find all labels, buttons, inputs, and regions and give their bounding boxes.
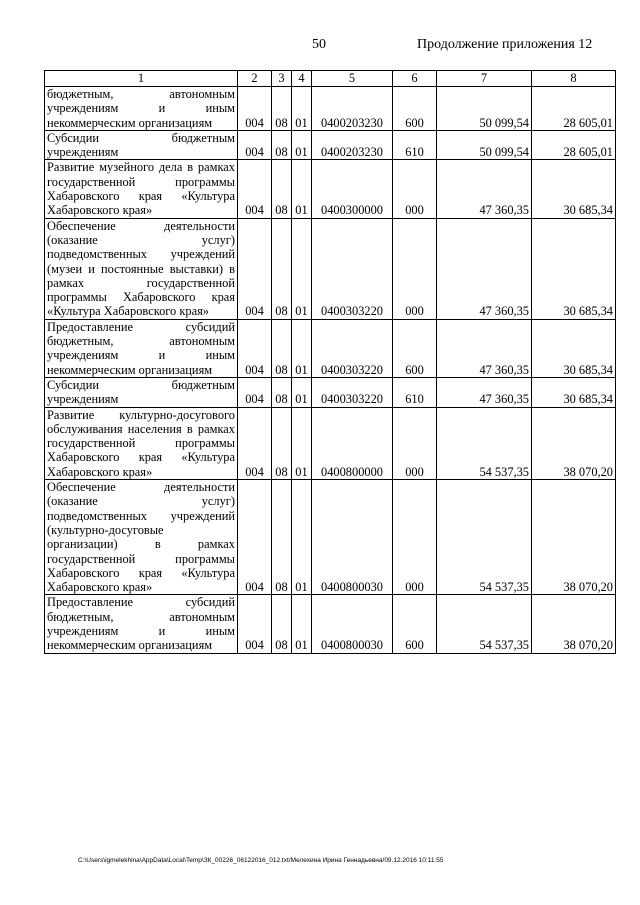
section-code: 08 bbox=[272, 160, 292, 218]
expense-type-code: 610 bbox=[393, 130, 437, 160]
amount-executed: 38 070,20 bbox=[532, 480, 616, 595]
continuation-note: Продолжение приложения 12 bbox=[417, 37, 593, 52]
file-path-footer: C:\Users\igmelekhina\AppData\Local\Temp\ЗК_00226_06122016_012.txt/Мелехина Ирина Геннадьевна/09.12.2016 10:11:55 bbox=[78, 857, 444, 864]
column-header: 6 bbox=[393, 71, 437, 87]
column-header: 7 bbox=[437, 71, 532, 87]
amount-executed: 38 070,20 bbox=[532, 595, 616, 653]
budget-table bbox=[44, 70, 616, 654]
table-row bbox=[45, 160, 616, 218]
row-name: Обеспечение деятельности (оказание услуг) подведомственных учреждений (культурно-досуговые организации) в рамках государственной программы Хабаровского края «Культура Хабаровского края» bbox=[45, 480, 238, 595]
row-name: Субсидии бюджетным учреждениям bbox=[45, 377, 238, 407]
column-header: 8 bbox=[532, 71, 616, 87]
target-item-code: 0400300000 bbox=[312, 160, 393, 218]
column-header: 4 bbox=[292, 71, 312, 87]
subsection-code: 01 bbox=[292, 480, 312, 595]
subsection-code: 01 bbox=[292, 377, 312, 407]
target-item-code: 0400303220 bbox=[312, 377, 393, 407]
column-header: 5 bbox=[312, 71, 393, 87]
row-name: Предоставление субсидий бюджетным, автономным учреждениям и иным некоммерческим организациям bbox=[45, 319, 238, 377]
row-name: Развитие культурно-досугового обслуживания населения в рамках государственной программы Хабаровского края «Культура Хабаровского края» bbox=[45, 407, 238, 479]
expense-type-code: 600 bbox=[393, 319, 437, 377]
column-header: 1 bbox=[45, 71, 238, 87]
row-name: Обеспечение деятельности (оказание услуг) подведомственных учреждений (музеи и постоянные выставки) в рамках государственной программы Хабаровского края «Культура Хабаровского края» bbox=[45, 218, 238, 319]
target-item-code: 0400303220 bbox=[312, 218, 393, 319]
ministry-code: 004 bbox=[238, 480, 272, 595]
table-header-row bbox=[45, 71, 616, 87]
amount-planned: 54 537,35 bbox=[437, 480, 532, 595]
subsection-code: 01 bbox=[292, 319, 312, 377]
ministry-code: 004 bbox=[238, 377, 272, 407]
table-row bbox=[45, 407, 616, 479]
target-item-code: 0400800030 bbox=[312, 595, 393, 653]
amount-planned: 47 360,35 bbox=[437, 218, 532, 319]
subsection-code: 01 bbox=[292, 130, 312, 160]
ministry-code: 004 bbox=[238, 319, 272, 377]
amount-executed: 30 685,34 bbox=[532, 160, 616, 218]
amount-planned: 54 537,35 bbox=[437, 407, 532, 479]
amount-planned: 47 360,35 bbox=[437, 319, 532, 377]
ministry-code: 004 bbox=[238, 595, 272, 653]
row-name: Субсидии бюджетным учреждениям bbox=[45, 130, 238, 160]
amount-executed: 28 605,01 bbox=[532, 130, 616, 160]
expense-type-code: 000 bbox=[393, 160, 437, 218]
section-code: 08 bbox=[272, 595, 292, 653]
amount-executed: 28 605,01 bbox=[532, 87, 616, 131]
expense-type-code: 000 bbox=[393, 480, 437, 595]
amount-executed: 30 685,34 bbox=[532, 319, 616, 377]
amount-planned: 47 360,35 bbox=[437, 160, 532, 218]
table-row bbox=[45, 319, 616, 377]
row-name: бюджетным, автономным учреждениям и иным некоммерческим организациям bbox=[45, 87, 238, 131]
amount-executed: 38 070,20 bbox=[532, 407, 616, 479]
amount-planned: 50 099,54 bbox=[437, 87, 532, 131]
amount-executed: 30 685,34 bbox=[532, 218, 616, 319]
ministry-code: 004 bbox=[238, 87, 272, 131]
subsection-code: 01 bbox=[292, 218, 312, 319]
target-item-code: 0400203230 bbox=[312, 130, 393, 160]
expense-type-code: 000 bbox=[393, 218, 437, 319]
target-item-code: 0400303220 bbox=[312, 319, 393, 377]
column-header: 3 bbox=[272, 71, 292, 87]
expense-type-code: 610 bbox=[393, 377, 437, 407]
table-row bbox=[45, 87, 616, 131]
target-item-code: 0400800030 bbox=[312, 480, 393, 595]
target-item-code: 0400800000 bbox=[312, 407, 393, 479]
amount-planned: 50 099,54 bbox=[437, 130, 532, 160]
subsection-code: 01 bbox=[292, 595, 312, 653]
ministry-code: 004 bbox=[238, 407, 272, 479]
row-name: Развитие музейного дела в рамках государственной программы Хабаровского края «Культура Хабаровского края» bbox=[45, 160, 238, 218]
ministry-code: 004 bbox=[238, 218, 272, 319]
subsection-code: 01 bbox=[292, 87, 312, 131]
ministry-code: 004 bbox=[238, 130, 272, 160]
amount-planned: 47 360,35 bbox=[437, 377, 532, 407]
table-row bbox=[45, 130, 616, 160]
expense-type-code: 600 bbox=[393, 87, 437, 131]
section-code: 08 bbox=[272, 218, 292, 319]
subsection-code: 01 bbox=[292, 407, 312, 479]
page-number: 50 bbox=[312, 37, 326, 52]
section-code: 08 bbox=[272, 87, 292, 131]
table-row bbox=[45, 218, 616, 319]
section-code: 08 bbox=[272, 130, 292, 160]
table-row bbox=[45, 595, 616, 653]
section-code: 08 bbox=[272, 377, 292, 407]
section-code: 08 bbox=[272, 480, 292, 595]
row-name: Предоставление субсидий бюджетным, автономным учреждениям и иным некоммерческим организациям bbox=[45, 595, 238, 653]
expense-type-code: 600 bbox=[393, 595, 437, 653]
subsection-code: 01 bbox=[292, 160, 312, 218]
section-code: 08 bbox=[272, 407, 292, 479]
table-row bbox=[45, 480, 616, 595]
expense-type-code: 000 bbox=[393, 407, 437, 479]
column-header: 2 bbox=[238, 71, 272, 87]
section-code: 08 bbox=[272, 319, 292, 377]
amount-executed: 30 685,34 bbox=[532, 377, 616, 407]
amount-planned: 54 537,35 bbox=[437, 595, 532, 653]
table-row bbox=[45, 377, 616, 407]
target-item-code: 0400203230 bbox=[312, 87, 393, 131]
ministry-code: 004 bbox=[238, 160, 272, 218]
